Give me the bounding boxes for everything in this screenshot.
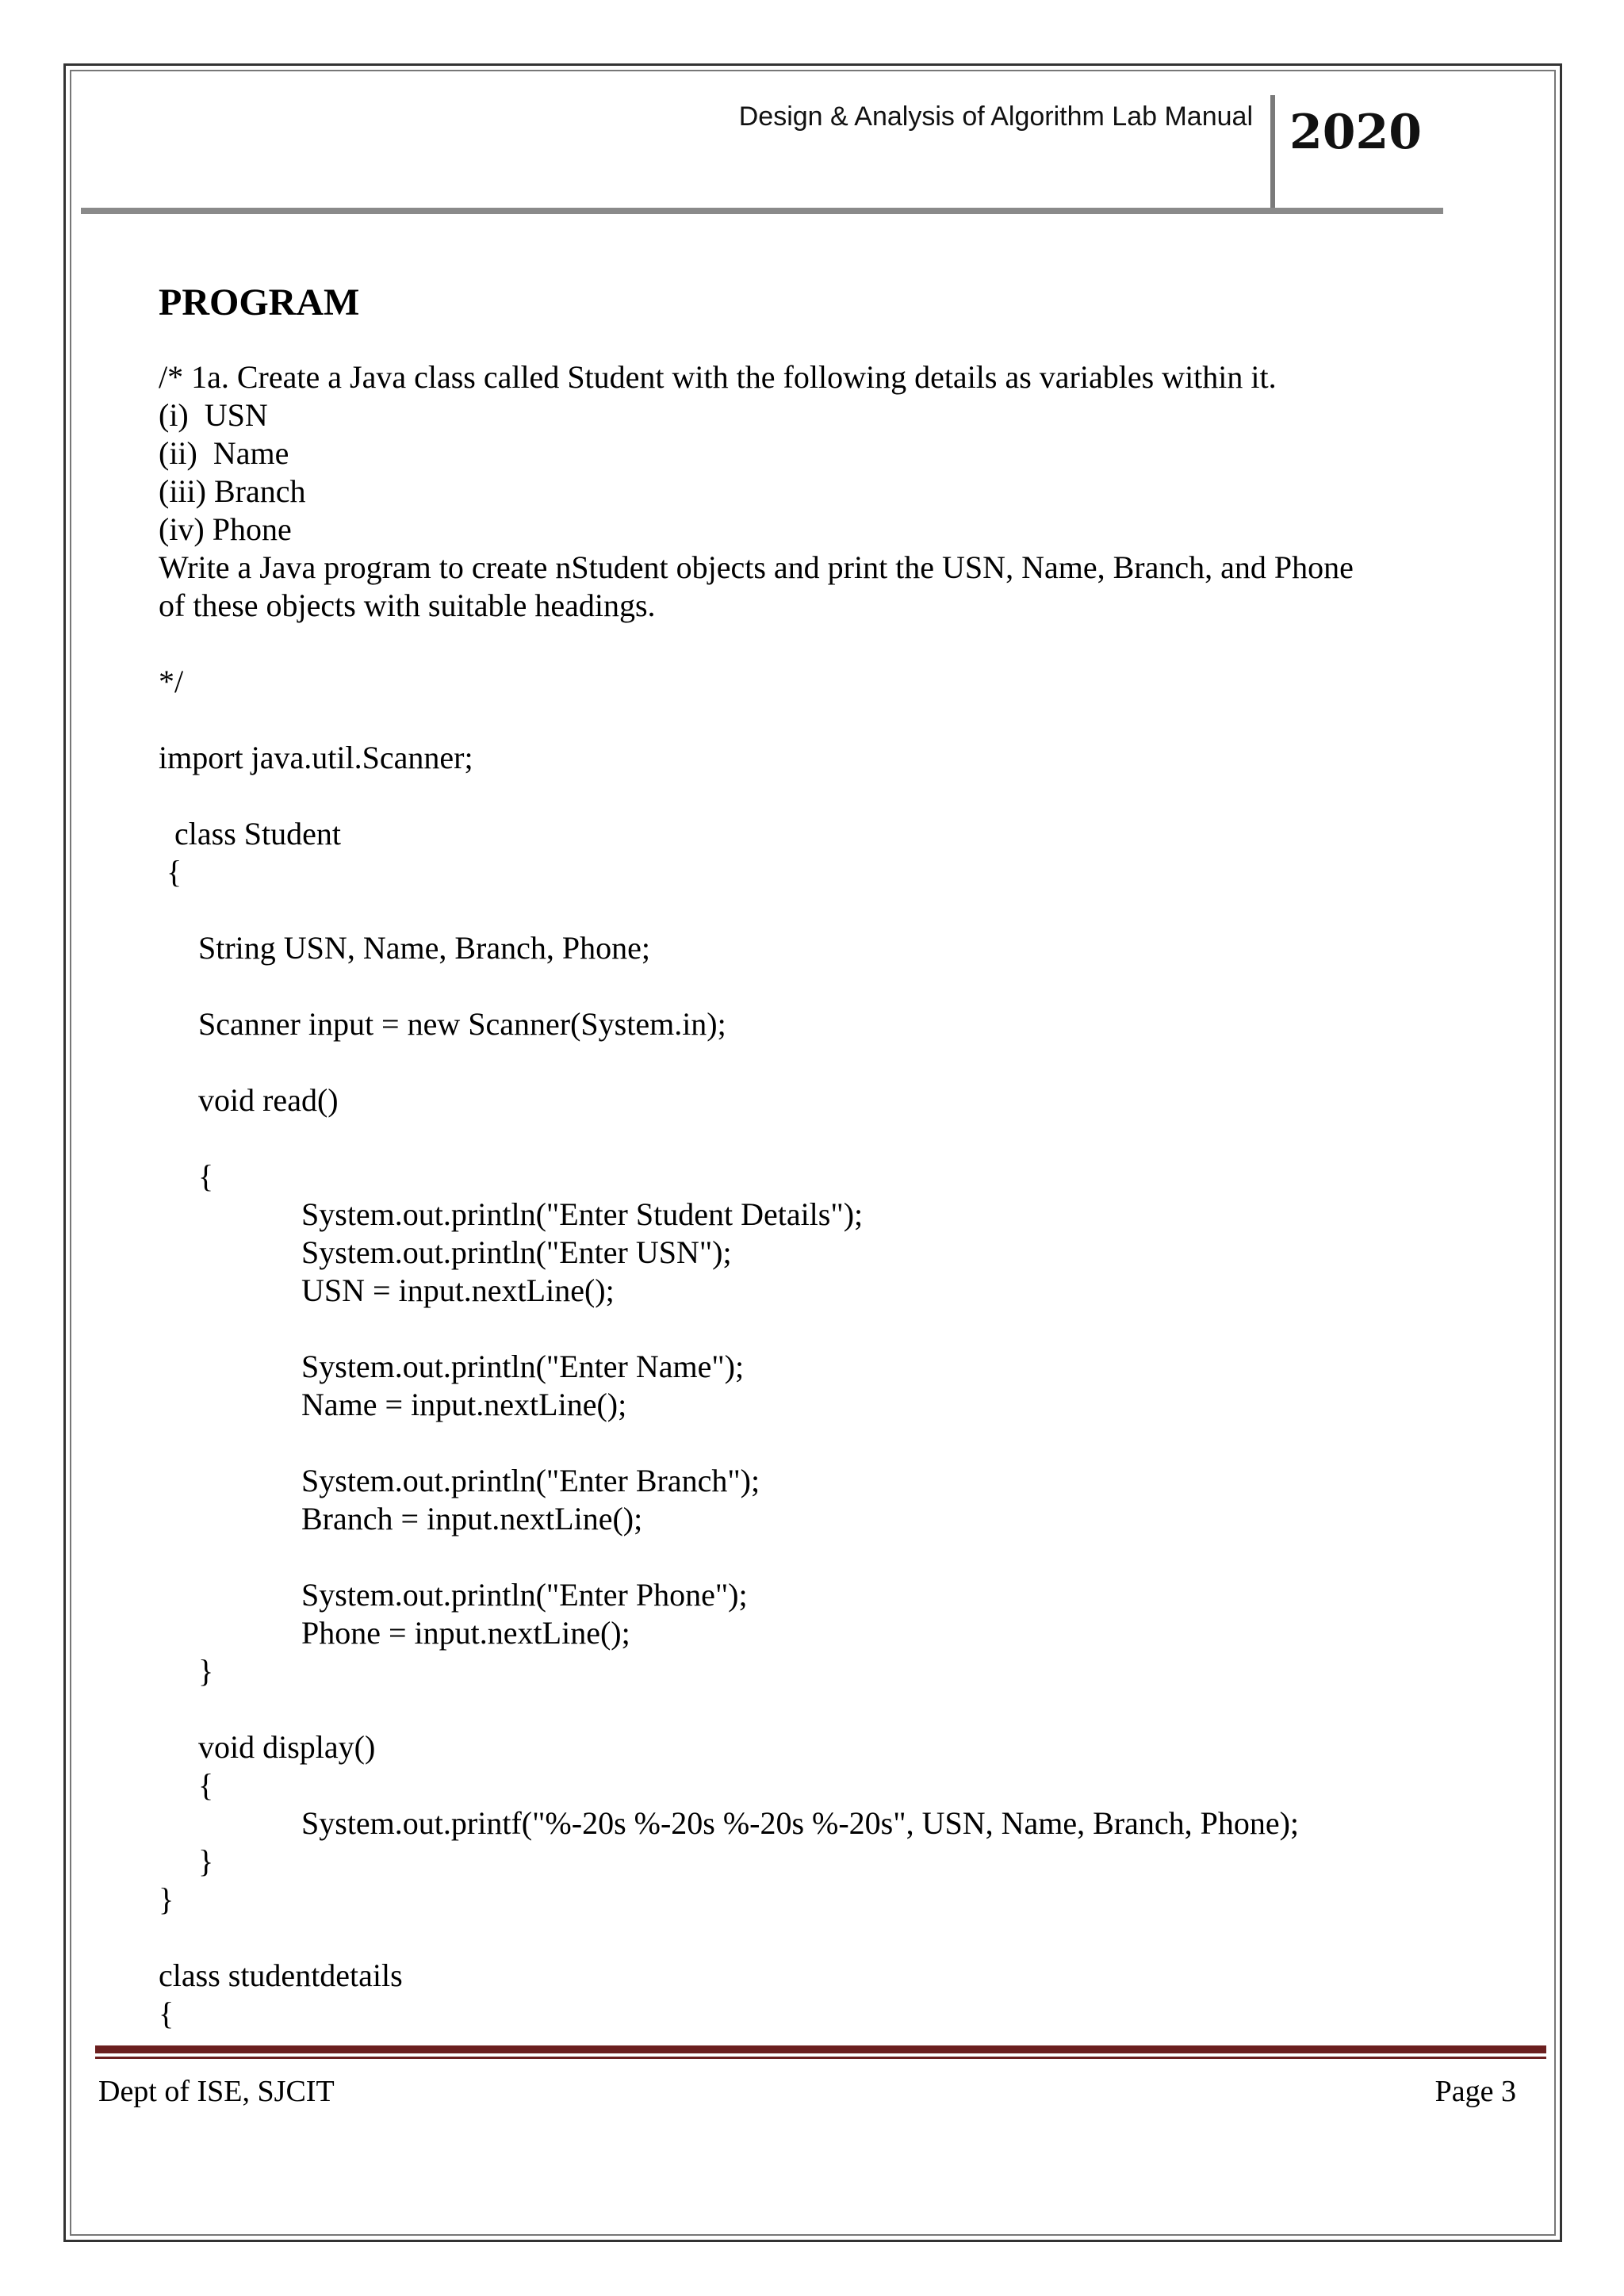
blank-line (159, 1119, 1459, 1158)
text-line: } (159, 1843, 214, 1879)
text-line: void read() (159, 1082, 339, 1118)
blank-line (159, 1538, 1459, 1576)
text-line: (iii) Branch (159, 473, 306, 509)
text-line: } (159, 1653, 214, 1689)
text-line: System.out.printf("%-20s %-20s %-20s %-20s", USN, Name, Branch, Phone); (159, 1805, 1300, 1841)
blank-line (159, 1310, 1459, 1348)
blank-line (159, 1690, 1459, 1728)
header-separator (1270, 95, 1275, 211)
document-body (159, 279, 1459, 2033)
text-line: /* 1a. Create a Java class called Student with the following details as variables within it. (159, 359, 1277, 395)
blank-line (159, 701, 1459, 739)
text-line: Name = input.nextLine(); (159, 1387, 627, 1422)
blank-line (159, 1919, 1459, 1957)
text-line: } (159, 1881, 174, 1917)
text-line: System.out.println("Enter Name"); (159, 1349, 745, 1384)
section-heading: PROGRAM (159, 281, 360, 323)
blank-line (159, 891, 1459, 929)
text-line: System.out.println("Enter Branch"); (159, 1463, 760, 1498)
footer-page-number: Page 3 (1434, 2075, 1516, 2108)
text-line: Write a Java program to create nStudent objects and print the USN, Name, Branch, and Phone (159, 549, 1354, 585)
blank-line (159, 967, 1459, 1005)
text-line: System.out.println("Enter USN"); (159, 1234, 732, 1270)
footer-department: Dept of ISE, SJCIT (98, 2075, 335, 2108)
text-line: (i) USN (159, 397, 268, 433)
text-line: (ii) Name (159, 435, 289, 471)
text-line: { (159, 1767, 214, 1803)
blank-line (159, 1043, 1459, 1081)
text-line: System.out.println("Enter Phone"); (159, 1577, 748, 1613)
text-line: { (159, 854, 182, 890)
program-text (159, 358, 1459, 2033)
text-line: */ (159, 664, 184, 699)
footer-rule (95, 2045, 1546, 2053)
text-line: void display() (159, 1729, 376, 1765)
text-line: of these objects with suitable headings. (159, 587, 656, 623)
text-line: Phone = input.nextLine(); (159, 1615, 630, 1651)
text-line: USN = input.nextLine(); (159, 1272, 615, 1308)
blank-line (159, 625, 1459, 663)
text-line: { (159, 1158, 214, 1194)
footer-rule-thin (95, 2057, 1546, 2059)
blank-line (159, 777, 1459, 815)
text-line: class studentdetails (159, 1957, 403, 1993)
text-line: Scanner input = new Scanner(System.in); (159, 1006, 726, 1042)
text-line: Branch = input.nextLine(); (159, 1501, 643, 1536)
text-line: class Student (159, 816, 341, 851)
text-line: (iv) Phone (159, 511, 292, 547)
text-line: String USN, Name, Branch, Phone; (159, 930, 650, 966)
text-line: import java.util.Scanner; (159, 740, 473, 775)
text-line: { (159, 1996, 174, 2031)
blank-line (159, 1424, 1459, 1462)
header-year: 2020 (1289, 105, 1422, 160)
header-title: Design & Analysis of Algorithm Lab Manual (738, 101, 1253, 132)
header-rule (81, 208, 1443, 214)
text-line: System.out.println("Enter Student Details"); (159, 1196, 864, 1232)
